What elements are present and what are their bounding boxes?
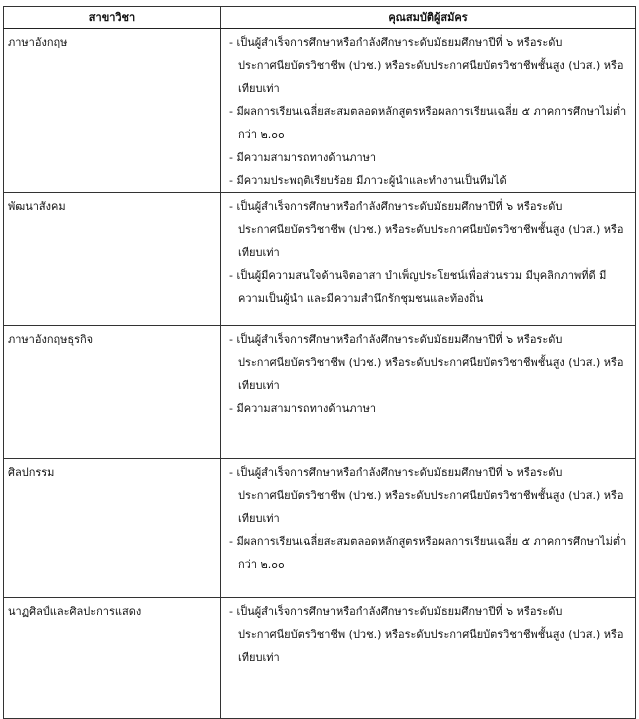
subject-cell: ภาษาอังกฤษธุรกิจ	[4, 326, 221, 459]
table-row	[4, 598, 636, 719]
qualification-item: - เป็นผู้สำเร็จการศึกษาหรือกำลังศึกษาระดับมัธยมศึกษาปีที่ ๖ หรือระดับประกาศนียบัตรวิชาชีพ (ปวช.) หรือระดับประกาศนียบัตรวิชาชีพชั้นสูง (ปวส.) หรือเทียบเท่า	[229, 461, 629, 530]
table-row	[4, 29, 636, 193]
header-subject: สาขาวิชา	[4, 7, 221, 29]
qualifications-cell	[221, 193, 636, 326]
header-qualifications: คุณสมบัติผู้สมัคร	[221, 7, 636, 29]
table-row	[4, 193, 636, 326]
qualifications-cell	[221, 326, 636, 459]
qualification-item: - เป็นผู้มีความสนใจด้านจิตอาสา บำเพ็ญประโยชน์เพื่อส่วนรวม มีบุคลิกภาพที่ดี มีความเป็นผู้นำ และมีความสำนึกรักชุมชนและท้องถิ่น	[229, 264, 629, 310]
qualification-item: - เป็นผู้สำเร็จการศึกษาหรือกำลังศึกษาระดับมัธยมศึกษาปีที่ ๖ หรือระดับประกาศนียบัตรวิชาชีพ (ปวช.) หรือระดับประกาศนียบัตรวิชาชีพชั้นสูง (ปวส.) หรือเทียบเท่า	[229, 328, 629, 397]
qualification-item: - มีผลการเรียนเฉลี่ยสะสมตลอดหลักสูตรหรือผลการเรียนเฉลี่ย ๕ ภาคการศึกษาไม่ต่ำกว่า ๒.๐๐	[229, 100, 629, 146]
table-row	[4, 326, 636, 459]
qualification-item: - เป็นผู้สำเร็จการศึกษาหรือกำลังศึกษาระดับมัธยมศึกษาปีที่ ๖ หรือระดับประกาศนียบัตรวิชาชีพ (ปวช.) หรือระดับประกาศนียบัตรวิชาชีพชั้นสูง (ปวส.) หรือเทียบเท่า	[229, 31, 629, 100]
qualifications-cell	[221, 598, 636, 719]
qualification-item: - เป็นผู้สำเร็จการศึกษาหรือกำลังศึกษาระดับมัธยมศึกษาปีที่ ๖ หรือระดับประกาศนียบัตรวิชาชีพ (ปวช.) หรือระดับประกาศนียบัตรวิชาชีพชั้นสูง (ปวส.) หรือเทียบเท่า	[229, 195, 629, 264]
subject-cell: ภาษาอังกฤษ	[4, 29, 221, 193]
subject-cell: พัฒนาสังคม	[4, 193, 221, 326]
header-row	[4, 7, 636, 29]
table-row	[4, 459, 636, 598]
qualification-item: - เป็นผู้สำเร็จการศึกษาหรือกำลังศึกษาระดับมัธยมศึกษาปีที่ ๖ หรือระดับประกาศนียบัตรวิชาชีพ (ปวช.) หรือระดับประกาศนียบัตรวิชาชีพชั้นสูง (ปวส.) หรือเทียบเท่า	[229, 600, 629, 669]
qualification-item: - มีผลการเรียนเฉลี่ยสะสมตลอดหลักสูตรหรือผลการเรียนเฉลี่ย ๕ ภาคการศึกษาไม่ต่ำกว่า ๒.๐๐	[229, 530, 629, 576]
qualifications-table	[3, 6, 636, 719]
qualification-item: - มีความสามารถทางด้านภาษา	[229, 146, 629, 169]
qualifications-cell	[221, 459, 636, 598]
subject-cell: นาฏศิลป์และศิลปะการแสดง	[4, 598, 221, 719]
subject-cell: ศิลปกรรม	[4, 459, 221, 598]
qualification-item: - มีความสามารถทางด้านภาษา	[229, 397, 629, 420]
qualification-item: - มีความประพฤติเรียบร้อย มีภาวะผู้นำและทำงานเป็นทีมได้	[229, 169, 629, 192]
qualifications-cell	[221, 29, 636, 193]
